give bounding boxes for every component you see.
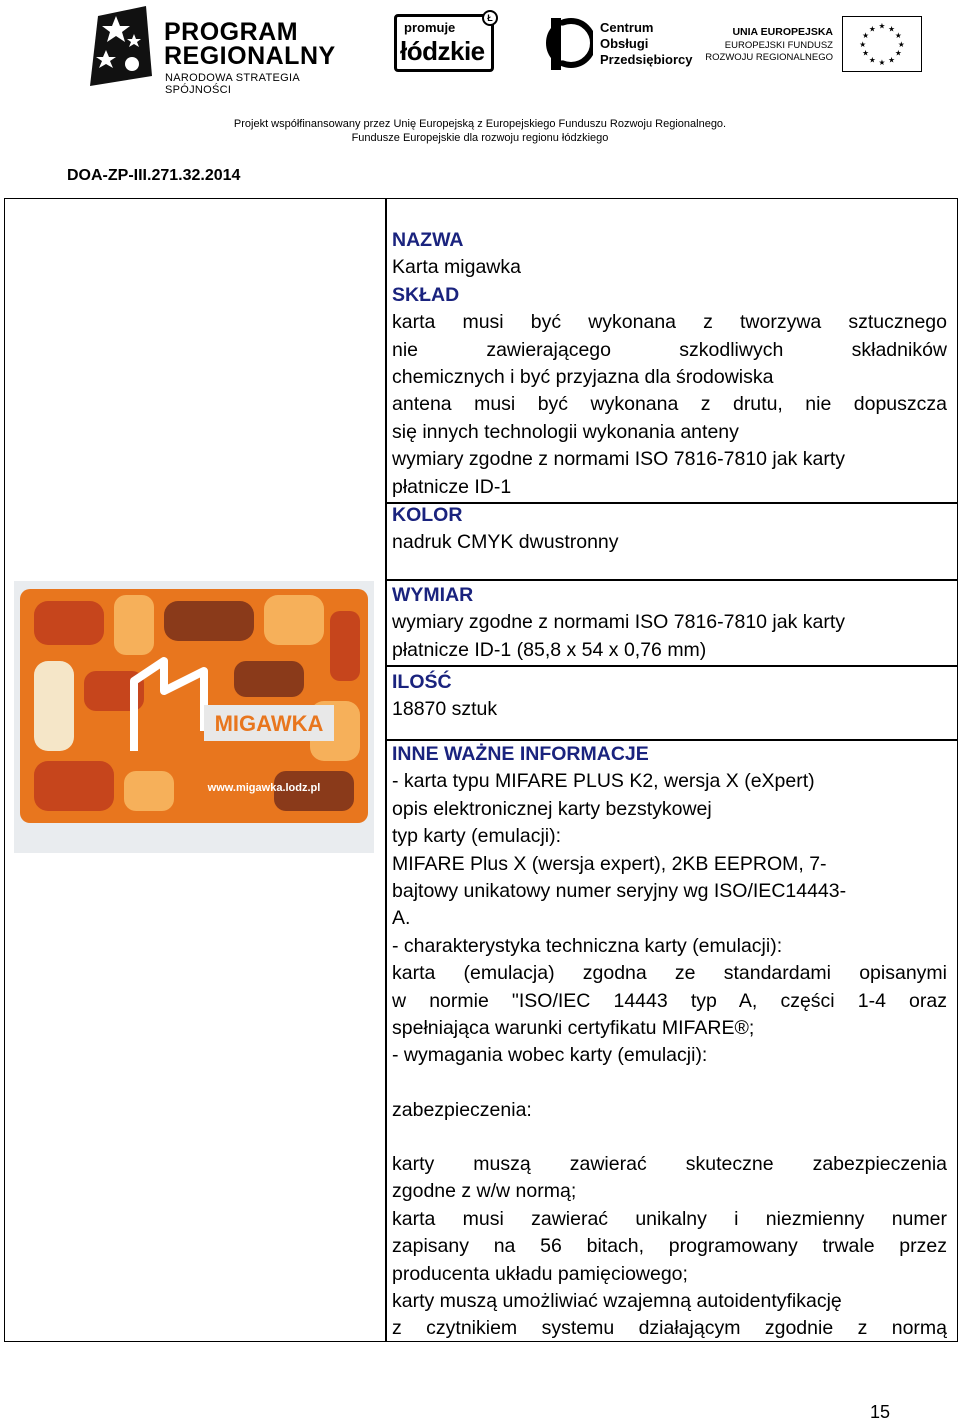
page-number: 15 bbox=[870, 1402, 891, 1422]
text-line: karty muszą umożliwiać wzajemną autoidentyfikację bbox=[392, 1289, 842, 1312]
stars-flag-icon bbox=[86, 6, 154, 86]
svg-text:★: ★ bbox=[868, 24, 876, 34]
card-brand-text: MIGAWKA bbox=[214, 711, 324, 736]
text-line: MIFARE Plus X (wersja expert), 2KB EEPROM, 7- bbox=[392, 852, 827, 875]
cop-mark-icon bbox=[545, 14, 593, 72]
eu-line-1: UNIA EUROPEJSKA bbox=[732, 26, 833, 38]
document-id: DOA-ZP-III.271.32.2014 bbox=[67, 167, 241, 184]
text-line: typ karty (emulacji): bbox=[392, 825, 562, 848]
lodzkie-logo-big-text: łódzkie bbox=[400, 36, 485, 66]
section-zabezpieczenia-details bbox=[392, 1151, 947, 1343]
eu-flag-icon bbox=[842, 16, 922, 72]
card-illustration bbox=[14, 581, 374, 853]
table-row-divider bbox=[385, 579, 957, 581]
text-line: Karta migawka bbox=[392, 256, 521, 279]
text-line: chemicznych i być przyjazna dla środowiska bbox=[392, 365, 774, 388]
svg-text:★: ★ bbox=[878, 58, 886, 68]
project-cofinancing-note: Projekt współfinansowany przez Unię Europejską z Europejskiego Funduszu Rozwoju Regionalnego. bbox=[233, 118, 727, 130]
text-line: karta (emulacja) zgodna ze standardami opisanymi bbox=[392, 962, 947, 985]
section-heading: SKŁAD bbox=[392, 283, 460, 306]
text-line: wymiary zgodne z normami ISO 7816-7810 jak karty bbox=[392, 448, 846, 471]
text-line: antena musi być wykonana z drutu, nie dopuszcza bbox=[392, 393, 947, 416]
section-inne bbox=[392, 741, 947, 1070]
cop-line-2: Obsługi bbox=[600, 36, 649, 51]
cop-logo-text bbox=[600, 20, 693, 68]
svg-text:★: ★ bbox=[859, 39, 867, 49]
section-nazwa bbox=[392, 227, 947, 501]
lodzkie-logo-mark: Ł bbox=[482, 10, 498, 26]
eu-logo bbox=[705, 16, 927, 74]
section-kolor bbox=[392, 502, 947, 557]
text-line: karty muszą zawierać skuteczne zabezpieczenia bbox=[392, 1153, 947, 1175]
program-regionalny-logo bbox=[86, 6, 356, 96]
text-line: z czytnikiem systemu działającym zgodnie z normą bbox=[392, 1317, 947, 1340]
text-line: płatnicze ID-1 bbox=[392, 475, 512, 498]
svg-text:★: ★ bbox=[894, 48, 902, 58]
svg-text:★: ★ bbox=[862, 31, 870, 41]
text-line: - charakterystyka techniczna karty (emulacji): bbox=[392, 934, 783, 957]
table-row-divider bbox=[385, 665, 957, 667]
text-line: 18870 sztuk bbox=[392, 698, 498, 721]
text-line: karta musi być wykonana z tworzywa sztucznego bbox=[392, 311, 947, 334]
migawka-card-photo bbox=[14, 581, 374, 853]
text-line: zgodne z w/w normą; bbox=[392, 1180, 577, 1203]
text-line: się innych technologii wykonania anteny bbox=[392, 420, 739, 443]
text-line: nie zawierającego szkodliwych składników bbox=[392, 338, 947, 361]
text-line: - wymagania wobec karty (emulacji): bbox=[392, 1044, 708, 1067]
zabezpieczenia-label: zabezpieczenia: bbox=[392, 1099, 532, 1121]
text-line: karta musi zawierać unikalny i niezmienny numer bbox=[392, 1207, 947, 1230]
program-title-line1: PROGRAM bbox=[164, 18, 299, 46]
svg-text:★: ★ bbox=[878, 21, 886, 31]
section-zabezpieczenia bbox=[392, 1097, 947, 1124]
table-column-divider bbox=[385, 199, 387, 1341]
text-line: zapisany na 56 bitach, programowany trwale przez bbox=[392, 1235, 947, 1258]
text-line: nadruk CMYK dwustronny bbox=[392, 531, 619, 554]
centrum-obslugi-logo bbox=[545, 14, 693, 74]
cop-line-3: Przedsiębiorcy bbox=[600, 52, 693, 67]
section-wymiar bbox=[392, 582, 947, 664]
svg-text:★: ★ bbox=[868, 55, 876, 65]
svg-text:★: ★ bbox=[888, 55, 896, 65]
eu-line-2: EUROPEJSKI FUNDUSZ bbox=[724, 40, 833, 51]
section-ilosc bbox=[392, 669, 947, 724]
cop-line-1: Centrum bbox=[600, 20, 654, 35]
text-line: opis elektronicznej karty bezstykowej bbox=[392, 797, 712, 820]
program-subtitle: NARODOWA STRATEGIA SPÓJNOŚCI bbox=[165, 72, 300, 96]
text-line: płatnicze ID-1 (85,8 x 54 x 0,76 mm) bbox=[392, 638, 707, 661]
text-line: - karta typu MIFARE PLUS K2, wersja X (eXpert) bbox=[392, 770, 815, 793]
text-line: A. bbox=[392, 907, 411, 930]
text-line: bajtowy unikatowy numer seryjny wg ISO/IEC14443- bbox=[392, 879, 847, 902]
section-heading: INNE WAŻNE INFORMACJE bbox=[392, 743, 649, 765]
svg-text:★: ★ bbox=[897, 39, 905, 49]
promuje-lodzkie-logo bbox=[394, 10, 504, 74]
section-heading: NAZWA bbox=[392, 229, 464, 251]
section-heading: ILOŚĆ bbox=[392, 671, 452, 693]
svg-text:★: ★ bbox=[862, 48, 870, 58]
section-heading: WYMIAR bbox=[392, 584, 474, 606]
card-url-text: www.migawka.lodz.pl bbox=[207, 782, 321, 794]
page-header bbox=[0, 0, 960, 184]
text-line: spełniająca warunki certyfikatu MIFARE®; bbox=[392, 1016, 755, 1039]
project-funds-note: Fundusze Europejskie dla rozwoju regionu łódzkiego bbox=[351, 132, 609, 144]
text-line: wymiary zgodne z normami ISO 7816-7810 jak karty bbox=[392, 611, 846, 634]
svg-text:★: ★ bbox=[894, 31, 902, 41]
lodzkie-logo-small-text: promuje bbox=[404, 20, 456, 35]
svg-text:★: ★ bbox=[888, 24, 896, 34]
program-title-line2: REGIONALNY bbox=[164, 42, 336, 70]
eu-line-3: ROZWOJU REGIONALNEGO bbox=[705, 52, 833, 63]
text-line: w normie "ISO/IEC 14443 typ A, części 1-4 oraz bbox=[392, 989, 947, 1012]
text-line: producenta układu pamięciowego; bbox=[392, 1262, 688, 1285]
section-heading: KOLOR bbox=[392, 504, 463, 526]
